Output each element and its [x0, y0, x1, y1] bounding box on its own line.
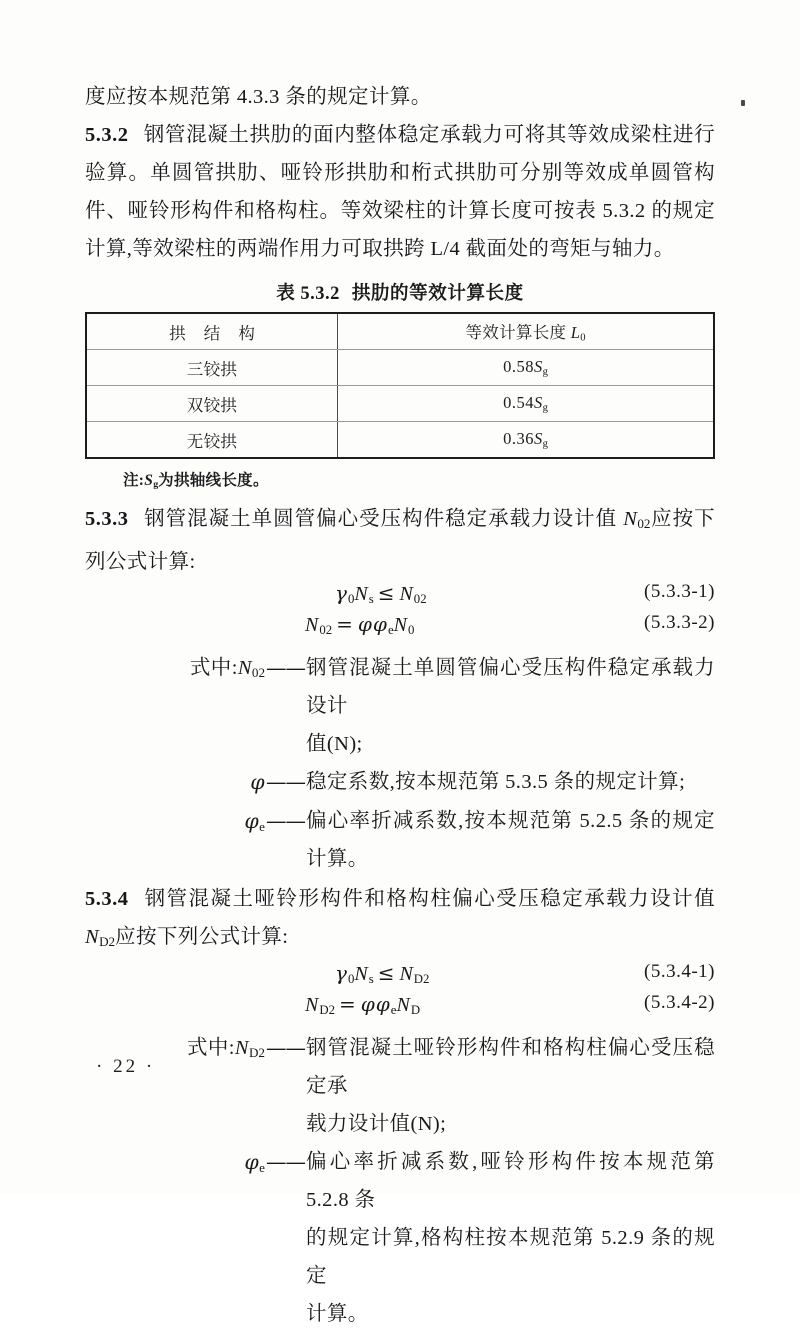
formula-rhs-n-symbol: N: [399, 962, 414, 985]
clause-5-3-3-number: 5.3.3: [85, 508, 129, 531]
table-header-length: [338, 313, 715, 350]
formula-phi-e-sub: e: [387, 622, 394, 637]
table-cell-structure: 无铰拱: [86, 422, 338, 459]
formula-n-sub: s: [368, 971, 374, 986]
table-caption-number: 表 5.3.2: [276, 284, 340, 304]
formula-n-sub: 02: [319, 622, 333, 637]
table-header-length-symbol-sub: 0: [580, 332, 586, 344]
formula-rhs-n-sub: 02: [413, 591, 427, 606]
formula-5-3-4-2-number: (5.3.4-2): [644, 991, 715, 1013]
definition-item: [85, 802, 715, 878]
definition-symbol-sub: D2: [248, 1044, 265, 1060]
table-cell-value: [338, 386, 715, 422]
definition-text: [306, 1029, 715, 1143]
definition-lead: [85, 1143, 265, 1187]
table-caption: [85, 279, 715, 305]
table-cell-value-symbol: S: [534, 429, 543, 449]
table-row: [86, 422, 714, 459]
definition-text-line-2: 值(N);: [306, 733, 363, 756]
table-cell-structure: 双铰拱: [86, 386, 338, 422]
table-cell-value-sub: g: [542, 366, 548, 378]
formula-relation: =: [336, 612, 354, 637]
formula-5-3-4-1-body: [335, 961, 429, 987]
page-content: [85, 78, 715, 1333]
table-header-structure-label: 拱 结 构: [169, 323, 262, 343]
formula-n-symbol: N: [305, 614, 320, 637]
table-note-label: 注:: [123, 472, 145, 489]
formula-5-3-4-2: [85, 992, 715, 1023]
formula-5-3-4-1: [85, 961, 715, 992]
formula-n-symbol: N: [354, 962, 369, 985]
formula-n-sub: s: [368, 591, 374, 606]
table-note: [123, 468, 715, 490]
table-cell-value-number: 0.54: [503, 393, 535, 413]
clause-5-3-3-symbol-sub: 02: [637, 516, 651, 532]
definition-text: [306, 1143, 715, 1333]
table-note-symbol: S: [144, 472, 154, 489]
formula-5-3-3-1-number: (5.3.3-1): [644, 581, 715, 603]
formula-rhs-n-sub: D: [410, 1002, 421, 1017]
formula-rhs-n-sub: 0: [407, 622, 415, 637]
formula-gamma-symbol: γ: [335, 581, 348, 606]
formula-phi-e-sub: e: [390, 1002, 397, 1017]
definition-dash: ——: [266, 1035, 305, 1060]
definition-item: [85, 1029, 715, 1143]
clause-5-3-3-paragraph: [85, 500, 715, 581]
definition-item: [85, 1143, 715, 1333]
definition-symbol: N: [234, 1036, 249, 1059]
clause-5-3-4-paragraph: [85, 880, 715, 961]
formula-gamma-sub: 0: [347, 591, 355, 606]
formula-5-3-4-1-number: (5.3.4-1): [644, 960, 715, 982]
formula-5-3-3-1: [85, 581, 715, 612]
clause-5-3-2-text: 钢管混凝土拱肋的面内整体稳定承载力可将其等效成梁柱进行验算。单圆管拱肋、哑铃形拱肋和桁式拱肋可分别等效成单圆管构件、哑铃形构件和格构柱。等效梁柱的计算长度可按表 5.3.2 的规定计算,等效梁柱的两端作用力可取拱跨 L/4 截面处的弯矩与轴力。: [85, 124, 715, 260]
table-caption-title: 拱肋的等效计算长度: [351, 284, 524, 304]
definition-item: [85, 763, 715, 802]
clause-5-3-2-paragraph: [85, 116, 715, 268]
definition-text-line-1: 偏心率折减系数,哑铃形构件按本规范第 5.2.8 条: [306, 1150, 715, 1211]
clause-5-3-4-number: 5.3.4: [85, 888, 129, 911]
table-cell-value-sub: g: [542, 438, 548, 450]
formula-phi-e-symbol: φ: [375, 991, 391, 1016]
definition-text-line-1: 钢管混凝土哑铃形构件和格构柱偏心受压稳定承: [306, 1036, 715, 1097]
formula-n-symbol: N: [354, 583, 369, 606]
definitions-5-3-3: [85, 649, 715, 878]
table-row: [86, 350, 714, 386]
definition-text-line-3: 计算。: [306, 1302, 369, 1325]
definition-dash: ——: [266, 1149, 305, 1174]
carry-over-text: 度应按本规范第 4.3.3 条的规定计算。: [85, 86, 432, 108]
page-number: · 22 ·: [96, 1056, 156, 1077]
formula-phi-e-symbol: φ: [372, 612, 388, 637]
definition-symbol-sub: e: [259, 1159, 265, 1175]
clause-5-3-3-text-pre: 钢管混凝土单圆管偏心受压构件稳定承载力设计值: [143, 508, 624, 531]
clause-5-3-2-number: 5.3.2: [85, 124, 129, 146]
table-cell-value: [338, 422, 715, 459]
equivalent-length-table: [85, 312, 715, 459]
definition-symbol-sub: 02: [251, 664, 265, 680]
table-header-length-label: 等效计算长度: [465, 323, 571, 343]
definition-lead-label: 式中:: [186, 1036, 235, 1059]
formula-n-symbol: N: [305, 993, 320, 1016]
table-cell-value-symbol: S: [534, 393, 543, 413]
definition-text: 稳定系数,按本规范第 5.3.5 条的规定计算;: [306, 771, 686, 794]
table-row: [86, 386, 714, 422]
table-cell-value: [338, 350, 715, 386]
formula-gamma-symbol: γ: [335, 960, 348, 985]
definition-dash: ——: [266, 770, 305, 795]
table-cell-value-symbol: S: [534, 357, 543, 377]
clause-5-3-4-text-post: 应按下列公式计算:: [115, 926, 289, 949]
definition-lead-label: 式中:: [189, 657, 238, 680]
formula-5-3-3-2-body: [305, 612, 414, 638]
formula-rhs-n-symbol: N: [399, 583, 414, 606]
formula-relation: ≤: [377, 581, 396, 606]
definition-item: [85, 649, 715, 763]
table-header-row: [86, 313, 714, 350]
formula-phi-symbol: φ: [357, 612, 373, 637]
table-header-length-symbol: L: [570, 323, 581, 343]
definition-symbol: N: [237, 657, 252, 680]
carry-over-paragraph: [85, 78, 715, 116]
definitions-5-3-4: [85, 1029, 715, 1333]
formula-5-3-4-2-body: [305, 992, 420, 1018]
definition-text: [306, 649, 715, 763]
clause-5-3-3-symbol: N: [623, 508, 638, 531]
formula-5-3-3-2-number: (5.3.3-2): [644, 612, 715, 634]
definition-symbol-sub: e: [259, 818, 265, 834]
formula-phi-symbol: φ: [360, 991, 376, 1016]
definition-lead: [85, 649, 265, 692]
formula-rhs-n-symbol: N: [393, 614, 408, 637]
formula-relation: ≤: [377, 960, 396, 985]
definition-text-line-2: 的规定计算,格构柱按本规范第 5.2.9 条的规定: [306, 1226, 715, 1287]
definition-symbol: φ: [250, 770, 265, 795]
clause-5-3-4-symbol-sub: D2: [99, 933, 116, 949]
definition-lead: [85, 802, 265, 846]
table-cell-value-sub: g: [542, 402, 548, 414]
table-cell-value-number: 0.58: [503, 357, 535, 377]
table-note-symbol-sub: g: [153, 479, 159, 491]
formula-5-3-3-1-body: [335, 581, 427, 607]
scan-artifact-speck: [741, 100, 745, 106]
formula-n-sub: D2: [319, 1002, 335, 1017]
definition-text: 偏心率折减系数,按本规范第 5.2.5 条的规定计算。: [306, 810, 715, 871]
clause-5-3-4-symbol: N: [85, 926, 100, 949]
definition-symbol: φ: [244, 1149, 260, 1174]
definition-lead: [85, 763, 265, 802]
formula-rhs-n-symbol: N: [396, 993, 411, 1016]
formula-rhs-n-sub: D2: [413, 971, 430, 986]
clause-5-3-4-text-pre: 钢管混凝土哑铃形构件和格构柱偏心受压稳定承载力设计值: [143, 888, 715, 911]
definition-symbol: φ: [244, 809, 260, 834]
clause-5-3-3-text-post: 应按下列公式计算:: [85, 508, 715, 574]
table-note-text: 为拱轴线长度。: [158, 472, 269, 489]
formula-gamma-sub: 0: [347, 971, 355, 986]
definition-text-line-2: 载力设计值(N);: [306, 1112, 447, 1135]
table-cell-value-number: 0.36: [503, 429, 535, 449]
definition-text-line-1: 钢管混凝土单圆管偏心受压构件稳定承载力设计: [306, 657, 715, 718]
formula-relation: =: [338, 991, 357, 1016]
table-cell-structure: 三铰拱: [86, 350, 338, 386]
definition-dash: ——: [266, 656, 305, 681]
formula-5-3-3-2: [85, 612, 715, 643]
table-header-structure: [86, 313, 338, 350]
definition-dash: ——: [266, 809, 305, 834]
